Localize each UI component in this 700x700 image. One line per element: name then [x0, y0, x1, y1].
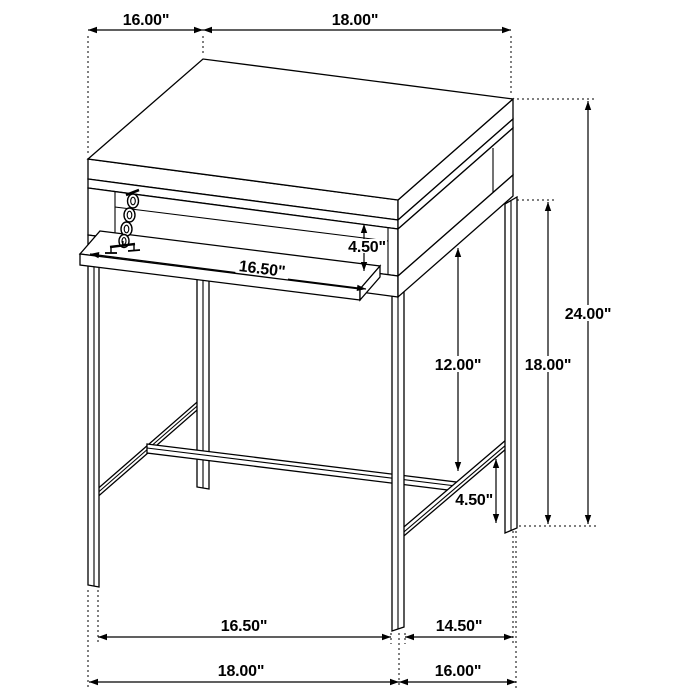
dim-top-depth	[88, 12, 203, 30]
dim-clearance-height	[522, 202, 574, 524]
dim-stretcher-height-label: 4.50"	[455, 492, 493, 509]
dim-top-depth-label: 16.00"	[122, 12, 170, 29]
dim-base-inner-depth	[405, 618, 513, 637]
dim-clearance-height-label: 18.00"	[524, 357, 572, 374]
dim-overall-height-label: 24.00"	[564, 306, 612, 323]
dim-base-inner-width	[98, 618, 391, 637]
dim-top-width-label: 18.00"	[331, 12, 379, 29]
leg-front-left	[88, 256, 99, 587]
dim-base-inner-depth-label: 14.50"	[435, 618, 483, 635]
stretcher-crossbar	[147, 444, 456, 491]
dim-base-outer-width-label: 18.00"	[217, 663, 265, 680]
dim-top-width	[203, 12, 511, 30]
dim-base-outer-depth-label: 16.00"	[434, 663, 482, 680]
dim-base-inner-width-label: 16.50"	[220, 618, 268, 635]
leg-back-right	[505, 197, 517, 533]
dim-drawer-opening-label: 4.50"	[348, 239, 386, 256]
dim-panel-to-stretcher	[432, 248, 484, 471]
dim-base-outer-depth	[399, 663, 516, 682]
dim-panel-to-stretcher-label: 12.00"	[434, 357, 482, 374]
table-structure	[80, 59, 517, 631]
dim-drawer-panel-length-label: 16.50"	[237, 258, 287, 281]
dim-overall-height	[562, 101, 614, 524]
dim-base-outer-width	[89, 663, 399, 682]
leg-front	[392, 292, 404, 631]
